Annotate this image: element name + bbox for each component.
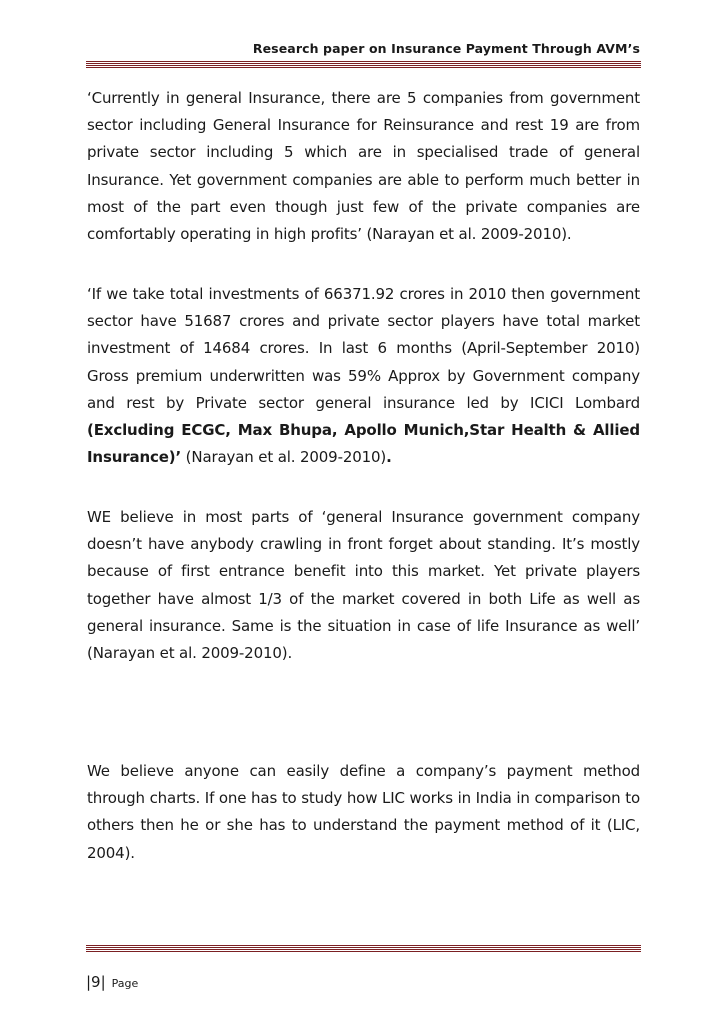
running-header-title: Research paper on Insurance Payment Through AVM’s (252, 41, 640, 56)
paragraph-investments-end: . (386, 448, 392, 467)
header-rule (86, 61, 641, 68)
paragraph-market-share: WE believe in most parts of ‘general Insurance government company doesn’t have anybody crawling in front forget about standing. It’s mostly because of first entrance benefit into this market. Yet private players together have almost 1/3 of the market covered in both Life as well as general insurance. Same is the situation in case of life Insurance as well’ (Narayan et al. 2009-2010). (87, 508, 640, 663)
page-footer (86, 973, 138, 991)
paragraph-investments-bold: (Excluding ECGC, Max Bhupa, Apollo Munich,Star Health & Allied Insurance)’ (87, 421, 640, 467)
footer-rule (86, 945, 641, 952)
paragraph-investments-text: ‘If we take total investments of 66371.92 crores in 2010 then government sector have 51687 crores and private sector players have total market investment of 14684 crores. In last 6 months (April-September 2010) Gross premium underwritten was 59% Approx by Government company and rest by Private sector general insurance led by ICICI Lombard (87, 285, 640, 412)
paragraph-investments-citation: (Narayan et al. 2009-2010) (181, 448, 387, 467)
page-number: |9| (86, 973, 106, 991)
paragraph-general-insurance: ‘Currently in general Insurance, there are 5 companies from government sector including General Insurance for Reinsurance and rest 19 are from private sector including 5 which are in specialised trade of general Insurance. Yet government companies are able to perform much better in most of the part even though just few of the private companies are comfortably operating in high profits’ (Narayan et al. 2009-2010). (87, 89, 640, 244)
page-label: Page (111, 977, 139, 990)
paragraph-investments (87, 281, 640, 471)
paragraph-payment-method: We believe anyone can easily define a company’s payment method through charts. If one has to study how LIC works in India in comparison to others then he or she has to understand the payment method of it (LIC, 2004). (87, 762, 640, 862)
